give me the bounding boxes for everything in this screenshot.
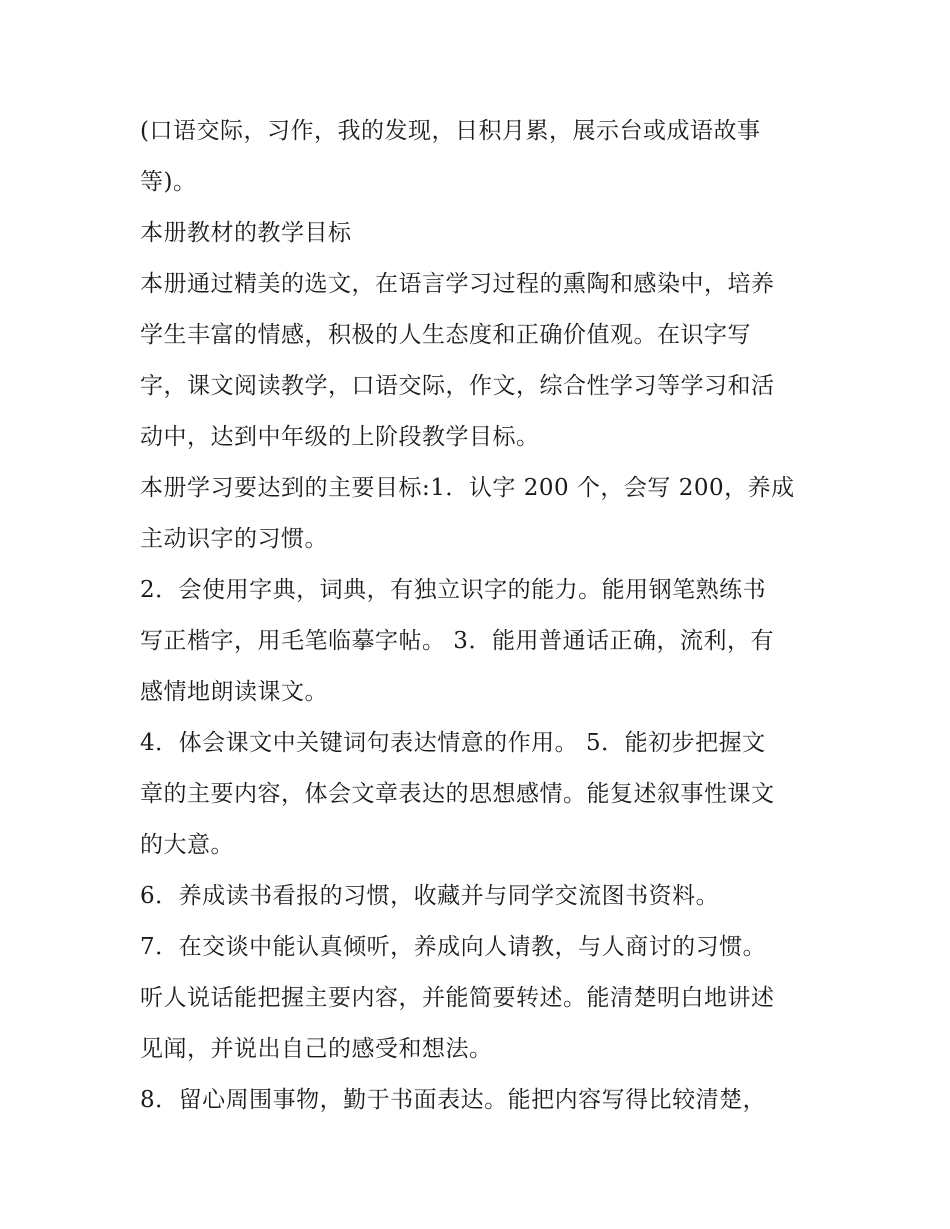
list-item: 6．养成读书看报的习惯，收藏并与同学交流图书资料。 bbox=[140, 883, 720, 909]
text-line: 等)。 bbox=[140, 169, 197, 195]
document-body bbox=[140, 106, 820, 1126]
section-heading: 本册教材的教学目标 bbox=[140, 220, 352, 246]
list-item: 4．体会课文中关键词句表达情意的作用。 5．能初步把握文 bbox=[140, 730, 766, 756]
text-line: 动中，达到中年级的上阶段教学目标。 bbox=[140, 424, 540, 450]
text-line: 本册学习要达到的主要目标:1．认字 200 个，会写 200，养成 bbox=[140, 475, 795, 501]
text-line: 见闻，并说出自己的感受和想法。 bbox=[140, 1036, 493, 1062]
text-line: 主动识字的习惯。 bbox=[140, 526, 328, 552]
text-line: 章的主要内容，体会文章表达的思想感情。能复述叙事性课文 bbox=[140, 781, 775, 807]
text-line: (口语交际，习作，我的发现，日积月累，展示台或成语故事 bbox=[140, 118, 761, 144]
text-line: 字，课文阅读教学，口语交际，作文，综合性学习等学习和活 bbox=[140, 373, 775, 399]
text-line: 学生丰富的情感，积极的人生态度和正确价值观。在识字写 bbox=[140, 322, 751, 348]
list-item: 2．会使用字典，词典，有独立识字的能力。能用钢笔熟练书 bbox=[140, 577, 767, 603]
list-item: 7．在交谈中能认真倾听，养成向人请教，与人商讨的习惯。 bbox=[140, 934, 767, 960]
text-line: 听人说话能把握主要内容，并能简要转述。能清楚明白地讲述 bbox=[140, 985, 775, 1011]
text-line: 感情地朗读课文。 bbox=[140, 679, 328, 705]
text-line: 的大意。 bbox=[140, 832, 234, 858]
text-line: 写正楷字，用毛笔临摹字帖。 3．能用普通话正确，流利，有 bbox=[140, 628, 774, 654]
list-item: 8．留心周围事物，勤于书面表达。能把内容写得比较清楚， bbox=[140, 1087, 767, 1113]
text-line: 本册通过精美的选文，在语言学习过程的熏陶和感染中，培养 bbox=[140, 271, 775, 297]
